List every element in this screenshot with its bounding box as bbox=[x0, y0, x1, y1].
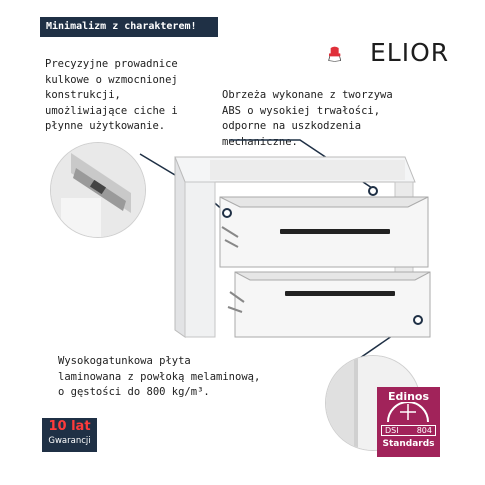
header-banner: Minimalizm z charakterem! bbox=[40, 17, 218, 37]
cert-code: DSI 804 bbox=[381, 425, 436, 436]
board-description: Wysokogatunkowa płyta laminowana z powłoką melaminową, o gęstości do 800 kg/m³. bbox=[58, 355, 261, 398]
warranty-badge bbox=[42, 418, 97, 452]
warranty-years: 10 lat bbox=[48, 419, 91, 434]
cert-brand: Edinos bbox=[387, 390, 430, 403]
slide-marker-dot bbox=[222, 208, 232, 218]
board-marker-dot bbox=[413, 315, 423, 325]
slide-detail-circle bbox=[50, 142, 146, 238]
nightstand-illustration bbox=[170, 152, 435, 342]
edge-marker-dot bbox=[368, 186, 378, 196]
certificate-seal-icon bbox=[385, 402, 431, 424]
cert-standards: Standards bbox=[382, 439, 435, 449]
slides-description: Precyzyjne prowadnice kulkowe o wzmocnionej konstrukcji, umożliwiające ciche i płynne użytkowanie. bbox=[45, 58, 178, 132]
certification-badge bbox=[377, 387, 440, 457]
edges-description: Obrzeża wykonane z tworzywa ABS o wysokiej trwałości, odporne na uszkodzenia mechaniczne. bbox=[222, 89, 393, 148]
warranty-label: Gwarancji bbox=[48, 436, 91, 446]
brand-name: ELIOR bbox=[370, 38, 450, 67]
